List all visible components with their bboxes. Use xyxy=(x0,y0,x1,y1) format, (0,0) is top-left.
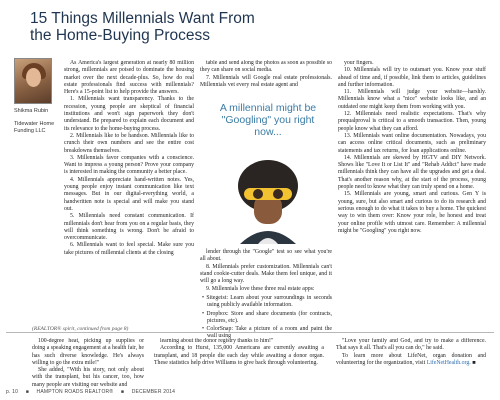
article-title-line-2: the Home-Buying Process xyxy=(30,27,211,44)
footer-separator: ■ xyxy=(25,389,29,395)
author-company-line-1: Tidewater Home xyxy=(14,121,55,127)
page-footer xyxy=(6,388,494,396)
article-paragraph: 12. Millennials need realistic expectations. That's why prequalproval is critical to a smooth transaction. Then, young people know what they can afford. xyxy=(338,111,486,132)
article-paragraph: 13. Millennials want online documentation. Nowadays, you can access online critical documents, such as preliminary statements and tax returns, for loan applications online. xyxy=(338,132,486,154)
list-item: • ColorSnap: Take a picture of a room and paint the wall using xyxy=(202,326,332,340)
article-paragraph: 6. Millennials want to feel special. Make sure you take pictures of millennial clients at the closing xyxy=(64,242,194,256)
promo-caption: A millennial might be "Googling" you right now... xyxy=(219,102,317,138)
app-list xyxy=(200,295,332,341)
article-paragraph: "Love your family and God, and try to make a difference. That says it all. That's all you can do," he said. xyxy=(336,338,486,352)
article-title xyxy=(30,10,490,44)
article-paragraph: 3. Millennials favor companies with a conscience. Want to impress a young person? Prove your company is interested in making the community a better place. xyxy=(64,154,194,176)
issue-date: DECEMBER 2014 xyxy=(131,389,176,395)
article-paragraph: 4. Millennials appreciate hand-written notes. Yes, young people enjoy instant communication like text messages. But in our digital-everything world, a handwritten note is special and will make you stand out. xyxy=(64,176,194,212)
article-paragraph: To learn more about LifeNet, organ donation and volunteering for the organization, visit LifeNetHealth.org. ■ xyxy=(336,352,486,366)
article-column-1 xyxy=(64,60,194,360)
article-paragraph: 15. Millennials are young, smart and curious. Gen Y is young, sure, but also smart and curious to do its research and serious enough to do what it takes to buy a home. The quickest way to win them over: Know your role, be honest and treat your online profile with utmost care. Remember: A millennial might be "Googling" you right now. xyxy=(338,191,486,234)
article-paragraph: your fingers. xyxy=(344,60,374,66)
footer-separator: ■ xyxy=(120,389,125,395)
article-paragraph: 14. Millennials are skewed by HGTV and DIY Network. Shows like "Love It or List It" and "Rehab Addict" have made millennials think they can have all the upgrades and get a deal. That's another reason why, at the start of the process, young people need to know what they can truly spend on a home. xyxy=(338,154,486,191)
article-paragraph: 2. Millennials like to be handson. Millennials like to crunch their own numbers and see the entire cost breakdowns themselves. xyxy=(64,132,194,154)
continued-column-1 xyxy=(32,338,144,390)
article-paragraph: 8. Millennials prefer customization. Millennials can't stand cookie-cutter deals. Make them feel unique, and it will go a long way. xyxy=(200,263,332,285)
article-paragraph: 100-degree heat, picking up supplies or doing a speaking engagement at a health fair, he has such diverse knowledge. He's always willing to go the extra mile!" xyxy=(32,338,144,366)
article-paragraph: 9. Millennials love these three real estate apps: xyxy=(206,285,315,292)
article-paragraph: learning about the donor registry thanks to him!" xyxy=(160,338,274,344)
list-item: • Dropbox: Store and share documents (for contracts, pictures, etc). xyxy=(202,310,332,324)
article-paragraph: 1. Millennials want transparency. Thanks to the recession, young people are skeptical of financial institutions and won't sign paperwork they don't understand. Be prepared to explain each document and its relevance to the home-buying process. xyxy=(64,96,194,132)
lifenet-link[interactable]: LifeNetHealth.org xyxy=(426,359,470,366)
promo-graphic xyxy=(200,90,332,248)
author-photo xyxy=(14,58,52,104)
publication-name: HAMPTON ROADS REALTOR® xyxy=(36,389,114,395)
article-paragraph: table and send along the photos as soon as possible so they can share on social media. xyxy=(200,60,332,74)
section-divider xyxy=(6,332,494,333)
article-paragraph: 11. Millennials will judge your website—harshly. Millennials know what a "nice" website looks like, and an outdated one might keep them from working with you. xyxy=(338,89,486,110)
continued-column-3 xyxy=(336,338,486,390)
author-name: Shikma Rubin xyxy=(14,108,49,114)
page-number: p. 10 xyxy=(6,389,19,395)
article-paragraph: 5. Millennials need constant communication. If millennials don't hear from you on a regular basis, they will think something is wrong. Don't be afraid to overcommunicate. xyxy=(64,213,194,242)
article-title-line-1: 15 Things Millennials Want From xyxy=(30,10,255,27)
article-paragraph: As America's largest generation at nearly 80 million strong, millennials are poised to dominate the housing market over the next decade-plus. So, how do real estate professionals find success with millennials? Here's a 15-point list to help provide the answers. xyxy=(64,60,194,96)
millennial-portrait-image xyxy=(222,152,314,244)
magazine-page xyxy=(6,4,494,396)
article-paragraph: According to Hurst, 135,000 Americans are currently awaiting a transplant, and 18 people die each day while awaiting a donor organ. These statistics help drive Williams to give back through volunteering. xyxy=(154,345,324,366)
author-company-line-2: Funding LLC xyxy=(14,128,46,134)
list-item: • Sitegeist: Learn about your surroundings in seconds using publicly available information. xyxy=(202,294,332,309)
author-byline xyxy=(14,108,62,135)
continued-note: (REALTOR® spirit, continued from page 8) xyxy=(32,326,129,332)
article-paragraph: 7. Millennials will Google real estate professionals. Millennials vet every real estate agent and xyxy=(200,74,332,88)
article-paragraph: lender through the "Google" test so see what you're all about. xyxy=(200,249,332,263)
article-paragraph: 10. Millennials will try to outsmart you. Know your stuff ahead of time and, if possible, link them to articles, guidelines and further information. xyxy=(338,67,486,88)
article-paragraph: She added, "With his story, not only about with the transplant, but his cancer, too, how many people are visiting our website and xyxy=(32,367,144,388)
continued-column-2 xyxy=(154,338,324,390)
